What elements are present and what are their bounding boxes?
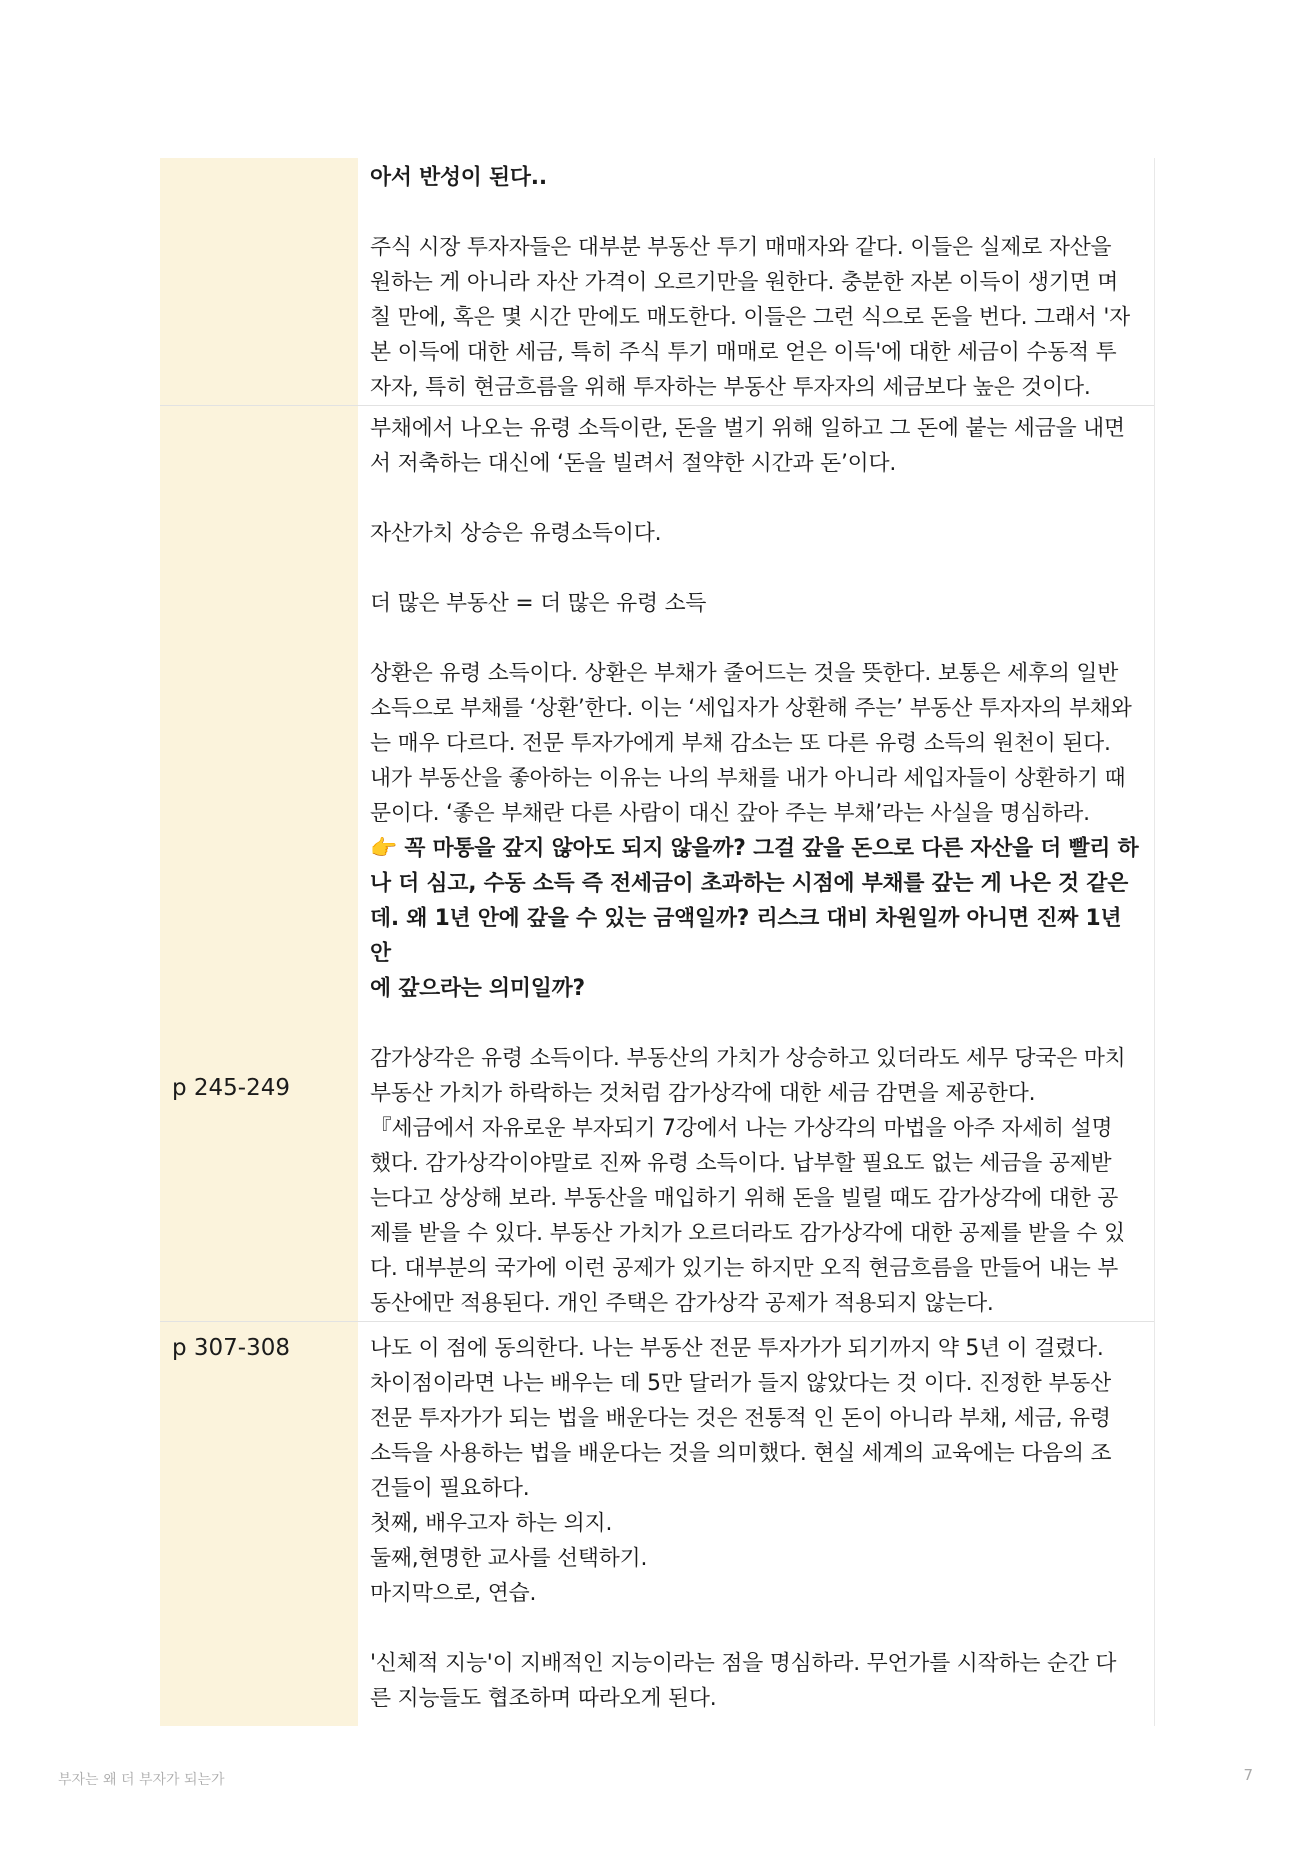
paragraph-gap [370, 1611, 1146, 1646]
page-range-cell [160, 406, 358, 1322]
note-cell [358, 158, 1155, 406]
note-paragraph: 주식 시장 투자자들은 대부분 부동산 투기 매매자와 같다. 이들은 실제로 자산을 원하는 게 아니라 자산 가격이 오르기만을 원한다. 충분한 자본 이득이 생기면 며 칠 만에, 혹은 몇 시간 만에도 매도한다. 이들은 그런 식으로 돈을 번다. 그래서 '자 본 이득에 대한 세금, 특히 주식 투기 매매로 얻은 이득'에 대한 세금이 수동적 투 자자, 특히 현금흐름을 위해 투자하는 부동산 투자자의 세금보다 높은 것이다. [370, 235, 1130, 400]
note-paragraph: 나도 이 점에 동의한다. 나는 부동산 전문 투자가가 되기까지 약 5년 이 걸렸다. 차이점이라면 나는 배우는 데 5만 달러가 들지 않았다는 것 이다. 진정한 부동산 전문 투자가가 되는 법을 배운다는 것은 전통적 인 돈이 아니라 부채, 세금, 유령 소득을 사용하는 법을 배운다는 것을 의미했다. 현실 세계의 교육에는 다음의 조 건들이 필요하다. 첫째, 배우고자 하는 의지. 둘째,현명한 교사를 선택하기. 마지막으로, 연습. [370, 1336, 1112, 1606]
page-range-cell [160, 158, 358, 406]
paragraph-gap [370, 195, 1146, 230]
highlighted-comment: 아서 반성이 된다.. [370, 165, 547, 190]
page-range-label: p 245-249 [172, 1075, 291, 1101]
table-row [160, 1322, 1155, 1727]
note-cell [358, 406, 1155, 1322]
table-row [160, 406, 1155, 1322]
paragraph-gap [370, 551, 1146, 586]
table-row [160, 158, 1155, 406]
note-content [358, 158, 1154, 405]
paragraph-gap [370, 621, 1146, 656]
paragraph-gap [370, 1006, 1146, 1041]
note-paragraph: 더 많은 부동산 = 더 많은 유령 소득 [370, 591, 707, 616]
note-paragraph: 감가상각은 유령 소득이다. 부동산의 가치가 상승하고 있더라도 세무 당국은 마치 부동산 가치가 하락하는 것처럼 감가상각에 대한 세금 감면을 제공한다. 『세금에서 자유로운 부자되기 7강에서 나는 가상각의 마법을 아주 자세히 설명 했다. 감가상각이야말로 진짜 유령 소득이다. 납부할 필요도 없는 세금을 공제받 는다고 상상해 보라. 부동산을 매입하기 위해 돈을 빌릴 때도 감가상각에 대한 공 제를 받을 수 있다. 부동산 가치가 오르더라도 감가상각에 대한 공제를 받을 수 있 다. 대부분의 국가에 이런 공제가 있기는 하지만 오직 현금흐름을 만들어 내는 부 동산에만 적용된다. 개인 주택은 감가상각 공제가 적용되지 않는다. [370, 1046, 1126, 1316]
page-range-label: p 307-308 [172, 1335, 291, 1361]
table-body [160, 158, 1155, 1726]
note-content [358, 406, 1154, 1321]
footer-page-number: 7 [1243, 1766, 1253, 1784]
note-cell [358, 1322, 1155, 1727]
page-range-cell [160, 1322, 358, 1727]
footer-book-title: 부자는 왜 더 부자가 되는가 [58, 1772, 225, 1788]
notes-table [160, 158, 1155, 1726]
paragraph-gap [370, 481, 1146, 516]
note-paragraph: '신체적 지능'이 지배적인 지능이라는 점을 명심하라. 무언가를 시작하는 순간 다 른 지능들도 협조하며 따라오게 된다. [370, 1651, 1117, 1711]
note-paragraph: 부채에서 나오는 유령 소득이란, 돈을 벌기 위해 일하고 그 돈에 붙는 세금을 내면 서 저축하는 대신에 ‘돈을 빌려서 절약한 시간과 돈’이다. [370, 416, 1125, 476]
highlighted-comment: 👉 꼭 마통을 갚지 않아도 되지 않을까? 그걸 갚을 돈으로 다른 자산을 더 빨리 하 나 더 심고, 수동 소득 즉 전세금이 초과하는 시점에 부채를 갚는 게 나은 것 같은 데. 왜 1년 안에 갚을 수 있는 금액일까? 리스크 대비 차원일까 아니면 진짜 1년 안 에 갚으라는 의미일까? [370, 836, 1139, 1001]
note-content [358, 1322, 1154, 1716]
note-paragraph: 상환은 유령 소득이다. 상환은 부채가 줄어드는 것을 뜻한다. 보통은 세후의 일반 소득으로 부채를 ‘상환’한다. 이는 ‘세입자가 상환해 주는’ 부동산 투자자의 부채와 는 매우 다르다. 전문 투자가에게 부채 감소는 또 다른 유령 소득의 원천이 된다. 내가 부동산을 좋아하는 이유는 나의 부채를 내가 아니라 세입자들이 상환하기 때 문이다. ‘좋은 부채란 다른 사람이 대신 갚아 주는 부채’라는 사실을 명심하라. [370, 661, 1132, 826]
note-paragraph: 자산가치 상승은 유령소득이다. [370, 521, 662, 546]
